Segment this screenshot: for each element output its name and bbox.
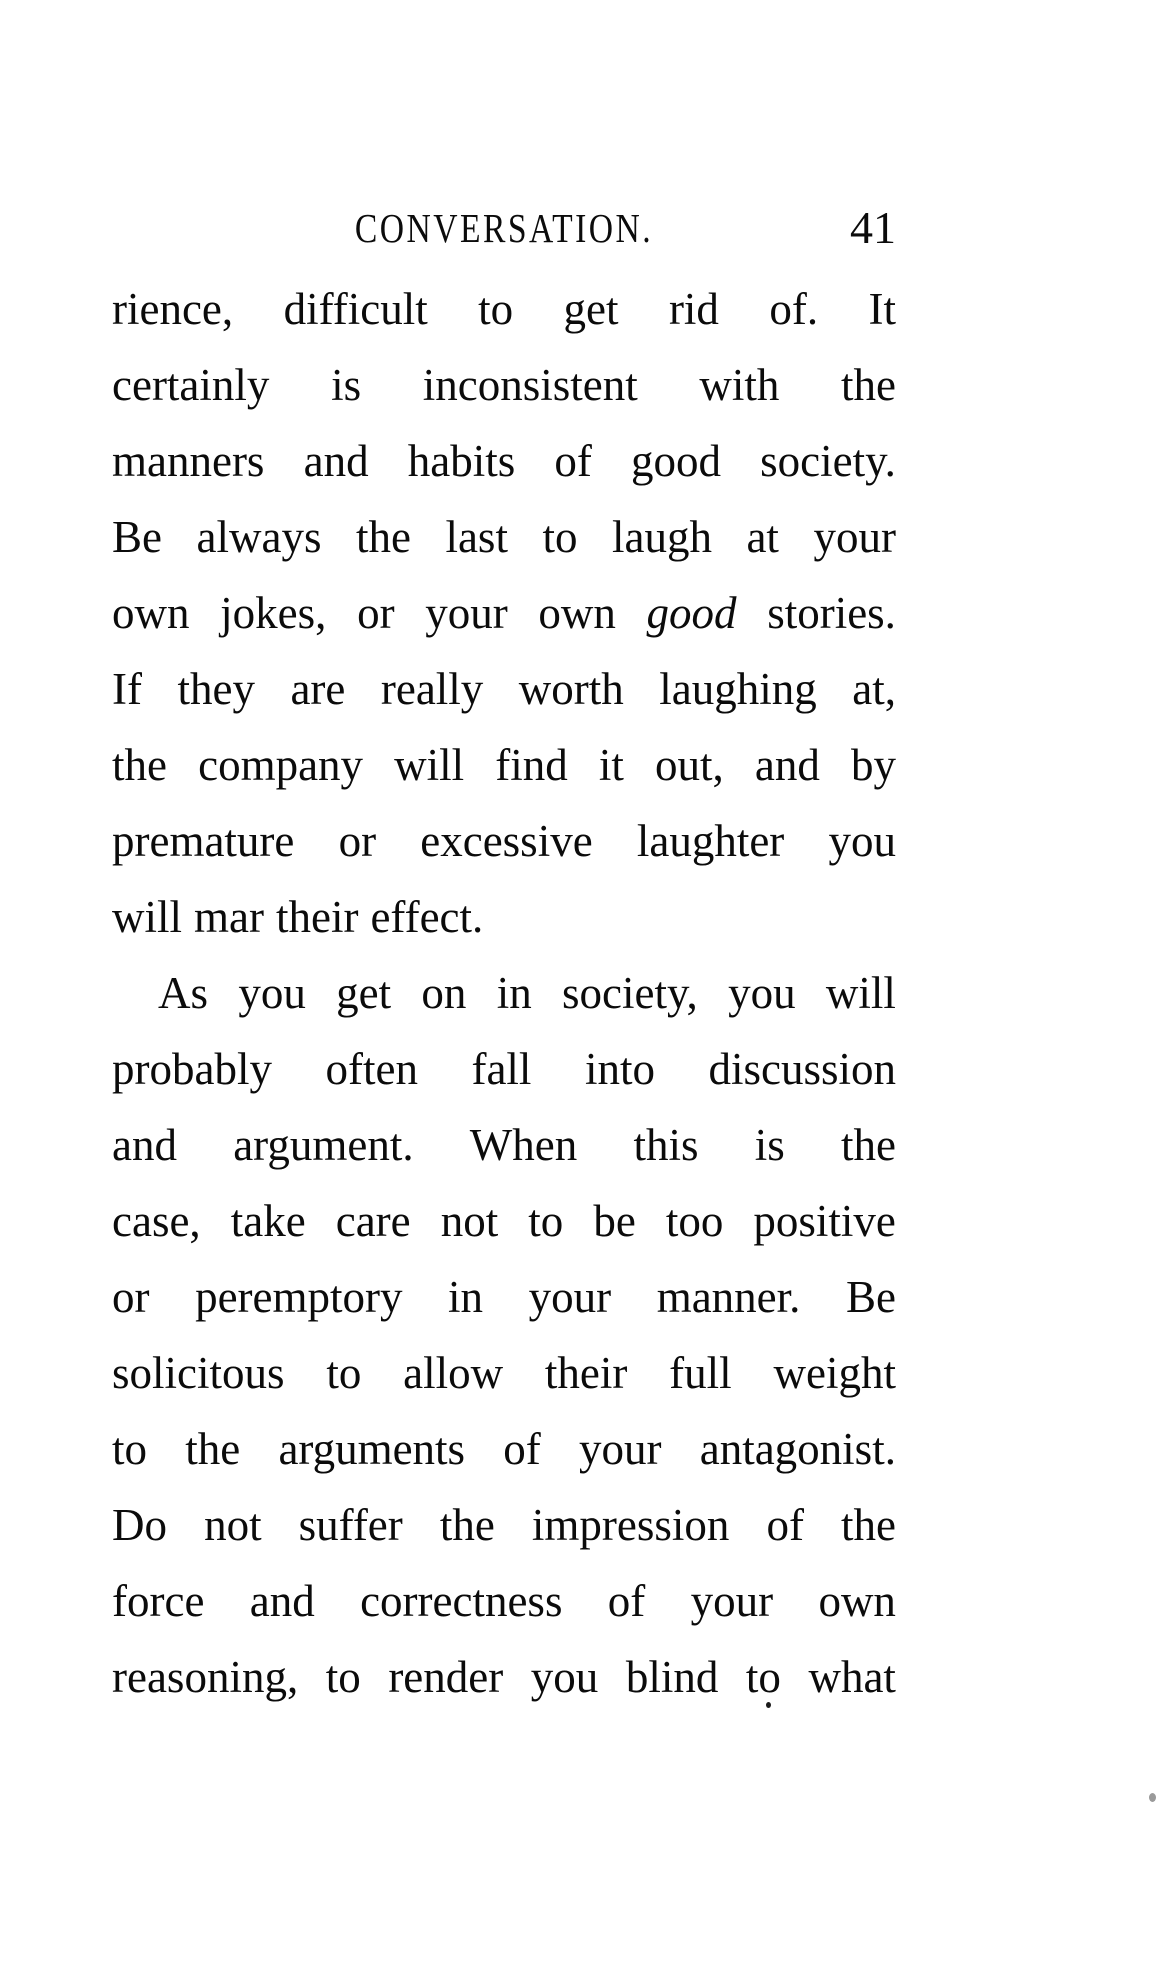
- word: excessive: [420, 816, 593, 866]
- word: Be: [112, 512, 162, 562]
- word: you: [728, 968, 796, 1018]
- word: are: [290, 664, 346, 714]
- word: When: [469, 1120, 578, 1170]
- word: will: [825, 968, 896, 1018]
- word: argument.: [233, 1120, 414, 1170]
- word: Be: [845, 1272, 896, 1322]
- word: stories.: [767, 588, 896, 638]
- italic-word: good: [646, 588, 737, 638]
- word: laughter: [636, 816, 785, 866]
- word: by: [850, 740, 896, 790]
- text-line: [112, 271, 896, 347]
- word: rience,: [112, 284, 234, 334]
- word: often: [325, 1044, 418, 1094]
- text-line: [112, 955, 896, 1031]
- word: not: [440, 1196, 499, 1246]
- word: arguments: [278, 1424, 466, 1474]
- word: the: [841, 1500, 896, 1550]
- word: or: [338, 816, 377, 866]
- paragraph: [112, 955, 896, 1715]
- word: society.: [760, 436, 896, 486]
- text-line: [112, 651, 896, 727]
- word: always: [196, 512, 322, 562]
- text-line: [112, 1335, 896, 1411]
- word: to: [528, 1196, 564, 1246]
- word: or: [112, 1272, 150, 1322]
- word: will: [112, 892, 183, 942]
- word: allow: [403, 1348, 504, 1398]
- word: to: [542, 512, 578, 562]
- text-line: [112, 1031, 896, 1107]
- word: on: [421, 968, 467, 1018]
- word: or: [357, 588, 395, 638]
- word: with: [699, 360, 780, 410]
- text-line: [112, 575, 896, 651]
- word: of.: [769, 284, 819, 334]
- word: the: [840, 1120, 896, 1170]
- word: your: [579, 1424, 662, 1474]
- page-number: 41: [850, 202, 896, 253]
- word: is: [331, 360, 362, 410]
- word: own: [112, 588, 190, 638]
- word: habits: [407, 436, 516, 486]
- word: probably: [112, 1044, 272, 1094]
- word: If: [112, 664, 142, 714]
- word: and: [249, 1576, 315, 1626]
- scan-artifact-speck: [1149, 1793, 1156, 1802]
- word: effect.: [370, 892, 484, 942]
- word: at: [746, 512, 779, 562]
- text-line: [112, 727, 896, 803]
- word: too: [665, 1196, 724, 1246]
- word: not: [204, 1500, 262, 1550]
- word: last: [445, 512, 508, 562]
- running-header: [112, 200, 896, 256]
- word: case,: [112, 1196, 201, 1246]
- word: blind: [625, 1652, 719, 1702]
- text-line: [112, 1107, 896, 1183]
- word: inconsistent: [422, 360, 638, 410]
- word: render: [388, 1652, 504, 1702]
- word: get: [336, 968, 392, 1018]
- word: will: [394, 740, 465, 790]
- word: the: [185, 1424, 241, 1474]
- scan-artifact-speck: [766, 1702, 771, 1708]
- page-header-title: CONVERSATION.: [354, 205, 654, 251]
- word: certainly: [112, 360, 270, 410]
- word: be: [593, 1196, 636, 1246]
- word: force: [112, 1576, 205, 1626]
- word: and: [754, 740, 820, 790]
- text-line: [112, 423, 896, 499]
- word: what: [808, 1652, 896, 1702]
- page-body: [112, 271, 896, 1715]
- text-line: [112, 1487, 896, 1563]
- word: It: [868, 284, 896, 334]
- word: mar: [194, 892, 264, 942]
- word: your: [425, 588, 508, 638]
- word: really: [380, 664, 484, 714]
- word: jokes,: [220, 588, 327, 638]
- word: this: [633, 1120, 699, 1170]
- word: your: [528, 1272, 612, 1322]
- text-line: [112, 803, 896, 879]
- word: Do: [112, 1500, 167, 1550]
- word: own: [538, 588, 616, 638]
- word: of: [554, 436, 592, 486]
- text-line: [112, 499, 896, 575]
- word: and: [112, 1120, 177, 1170]
- word: weight: [773, 1348, 896, 1398]
- paragraph: [112, 271, 896, 955]
- text-line: [112, 879, 896, 955]
- word: you: [530, 1652, 599, 1702]
- word: you: [238, 968, 306, 1018]
- word: they: [177, 664, 255, 714]
- word: your: [690, 1576, 774, 1626]
- text-line: [112, 1563, 896, 1639]
- word: in: [496, 968, 532, 1018]
- word: their: [275, 892, 359, 942]
- text-line: [112, 1259, 896, 1335]
- word: to: [326, 1348, 362, 1398]
- word: it: [598, 740, 624, 790]
- word: reasoning,: [112, 1652, 299, 1702]
- word: to: [112, 1424, 148, 1474]
- word: and: [303, 436, 369, 486]
- text-line: [112, 1183, 896, 1259]
- word: you: [828, 816, 896, 866]
- word: company: [198, 740, 364, 790]
- word: suffer: [298, 1500, 403, 1550]
- text-line: [112, 347, 896, 423]
- word: good: [631, 436, 721, 486]
- word: premature: [112, 816, 295, 866]
- word: society,: [562, 968, 698, 1018]
- word: take: [230, 1196, 306, 1246]
- word: laughing: [659, 664, 817, 714]
- word: at,: [852, 664, 896, 714]
- word: positive: [753, 1196, 896, 1246]
- word: into: [584, 1044, 655, 1094]
- word: discussion: [708, 1044, 896, 1094]
- word: in: [448, 1272, 484, 1322]
- word: of: [503, 1424, 541, 1474]
- word: out,: [655, 740, 724, 790]
- word: rid: [668, 284, 719, 334]
- word: solicitous: [112, 1348, 285, 1398]
- word: find: [495, 740, 568, 790]
- word: manners: [112, 436, 265, 486]
- word: fall: [471, 1044, 532, 1094]
- word: the: [355, 512, 411, 562]
- word: difficult: [283, 284, 428, 334]
- word: is: [754, 1120, 785, 1170]
- word: impression: [531, 1500, 730, 1550]
- word: manner.: [656, 1272, 801, 1322]
- word: the: [841, 360, 896, 410]
- word: full: [669, 1348, 732, 1398]
- word: correctness: [360, 1576, 563, 1626]
- word: own: [818, 1576, 896, 1626]
- word: worth: [518, 664, 624, 714]
- word: their: [544, 1348, 628, 1398]
- word: peremptory: [195, 1272, 403, 1322]
- word: of: [607, 1576, 646, 1626]
- text-line: [112, 1639, 896, 1715]
- word: the: [439, 1500, 495, 1550]
- word: laugh: [611, 512, 712, 562]
- word: care: [335, 1196, 411, 1246]
- word: antagonist.: [699, 1424, 896, 1474]
- text-line: [112, 1411, 896, 1487]
- word: to: [325, 1652, 361, 1702]
- word: your: [813, 512, 896, 562]
- word: the: [112, 740, 167, 790]
- word: to: [745, 1652, 781, 1702]
- word: of: [766, 1500, 804, 1550]
- word: get: [563, 284, 619, 334]
- word: As: [158, 968, 209, 1018]
- word: to: [478, 284, 514, 334]
